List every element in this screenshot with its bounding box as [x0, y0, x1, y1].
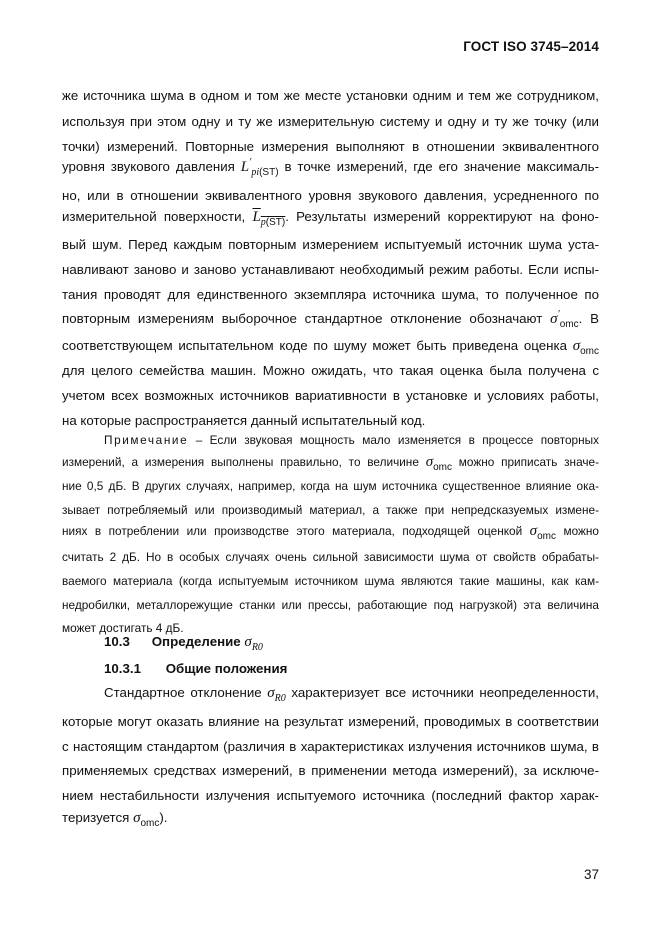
text-line: же источника шума в одном и том же месте установки одним и тем же сотрудником,: [62, 88, 599, 103]
document-header: ГОСТ ISO 3745–2014: [463, 39, 599, 54]
note-line: [62, 520, 599, 544]
text-line: но, или в отношении эквивалентного уровня звукового давления, усредненного по: [62, 188, 599, 203]
formula-sigma-omc-prime: $\sigma'_{omc}$: [550, 309, 579, 330]
text-fragment: в точке измерений, где его значение максималь-: [284, 159, 599, 174]
text-line: вый шум. Перед каждым повторным измерением испытуемый источник шума уста-: [62, 237, 599, 252]
text-line: [62, 333, 599, 361]
text-line: [62, 306, 599, 334]
note-line: считать 2 дБ. Но в особых случаях очень сильной зависимости шума от свойств обрабаты-: [62, 550, 599, 564]
page-number: 37: [583, 867, 599, 882]
formula-lp-st-mean: $L_{p(ST)}$: [252, 209, 286, 228]
text-line: которые могут оказать влияние на результат измерений, проводимых в соответствии: [62, 714, 599, 729]
formula-sigma-r0: $\sigma_{R0}$: [267, 685, 286, 704]
text-fragment: ниях в потреблении или производстве этого материала, подходящей оценкой: [62, 524, 523, 538]
section-title: Определение: [151, 634, 241, 649]
text-line: используя при этом одну и ту же измерительную систему и одну и ту же точку (или: [62, 114, 599, 129]
text-fragment: можно: [563, 524, 599, 538]
formula-sigma-omc: $\sigma_{omc}$: [572, 338, 599, 357]
note-line: [62, 451, 599, 475]
formula-sigma-omc: $\sigma_{omc}$: [133, 810, 160, 829]
text-line: с настоящим стандартом (различия в характеристиках излучения источников шума, в: [62, 739, 599, 754]
text-fragment: характеризует все источники неопределенности,: [291, 685, 599, 700]
section-heading: [104, 629, 263, 657]
formula-lpi-st: $L'_{pi(ST)}$: [240, 157, 279, 178]
note-label: Примечание: [104, 433, 189, 447]
text-fragment: . Результаты измерений корректируют на фоно-: [285, 209, 599, 224]
text-fragment: повторным измерениям выборочное стандартное отклонение обозначают: [62, 311, 543, 326]
text-fragment: ).: [159, 810, 168, 825]
subsection-title: Общие положения: [165, 661, 288, 676]
text-line: для целого семейства машин. Можно ожидать, что такая оценка была получена с: [62, 363, 599, 378]
subsection-heading: [104, 656, 287, 682]
text-fragment: уровня звукового давления: [62, 159, 235, 174]
formula-sigma-omc: $\sigma_{omc}$: [425, 454, 452, 473]
text-fragment: измерений, а измерения выполнены правильно, то величине: [62, 455, 419, 469]
text-line: применяемых средствах измерений, в применении метода измерений), за исключе-: [62, 763, 599, 778]
text-line: учетом всех возможных источников вариативности в установке и условиях работы,: [62, 388, 599, 403]
text-line: [62, 154, 599, 182]
note-line: ваемого материала (когда испытуемым источником шума являются такие машины, как кам-: [62, 574, 599, 588]
text-line: [62, 204, 599, 232]
text-fragment: Стандартное отклонение: [104, 685, 262, 700]
formula-sigma-omc: $\sigma_{omc}$: [529, 523, 556, 542]
note-line: может достигать 4 дБ.: [62, 621, 184, 635]
text-fragment: можно приписать значе-: [458, 455, 600, 469]
text-fragment: . В: [578, 311, 599, 326]
text-fragment: измерительной поверхности,: [62, 209, 246, 224]
text-fragment: соответствующем испытательном коде по шуму может быть приведена оценка: [62, 338, 567, 353]
text-fragment: – Если звуковая мощность мало изменяется в процессе повторных: [188, 433, 599, 447]
text-line: на которые распространяется данный испытательный код.: [62, 413, 426, 428]
text-fragment: теризуется: [62, 810, 130, 825]
note-line: ние 0,5 дБ. В других случаях, например, когда на шум источника существенное влияние ока-: [62, 479, 599, 493]
text-line: точки) измерений. Повторные измерения выполняют в отношении эквивалентного: [62, 139, 599, 154]
note-line: зывает потребляемый или производимый материал, а также при непредсказуемых измене-: [62, 503, 599, 517]
section-number: 10.3: [104, 634, 130, 649]
formula-sigma-r0: $\sigma_{R0}$: [244, 634, 263, 653]
text-line: [104, 680, 599, 708]
text-line: навливают заново и заново устанавливают необходимый режим работы. Если испы-: [62, 262, 599, 277]
text-line: [62, 805, 599, 833]
subsection-number: 10.3.1: [104, 661, 141, 676]
text-line: тания проводят для единственного экземпляра источника шума, то полученное по: [62, 287, 599, 302]
note-line: [104, 429, 599, 452]
text-line: нием нестабильности излучения испытуемого источника (последний фактор харак-: [62, 788, 599, 803]
note-line: недробилки, металлорежущие станки или прессы, работающие под нагрузкой) эта величина: [62, 598, 599, 612]
